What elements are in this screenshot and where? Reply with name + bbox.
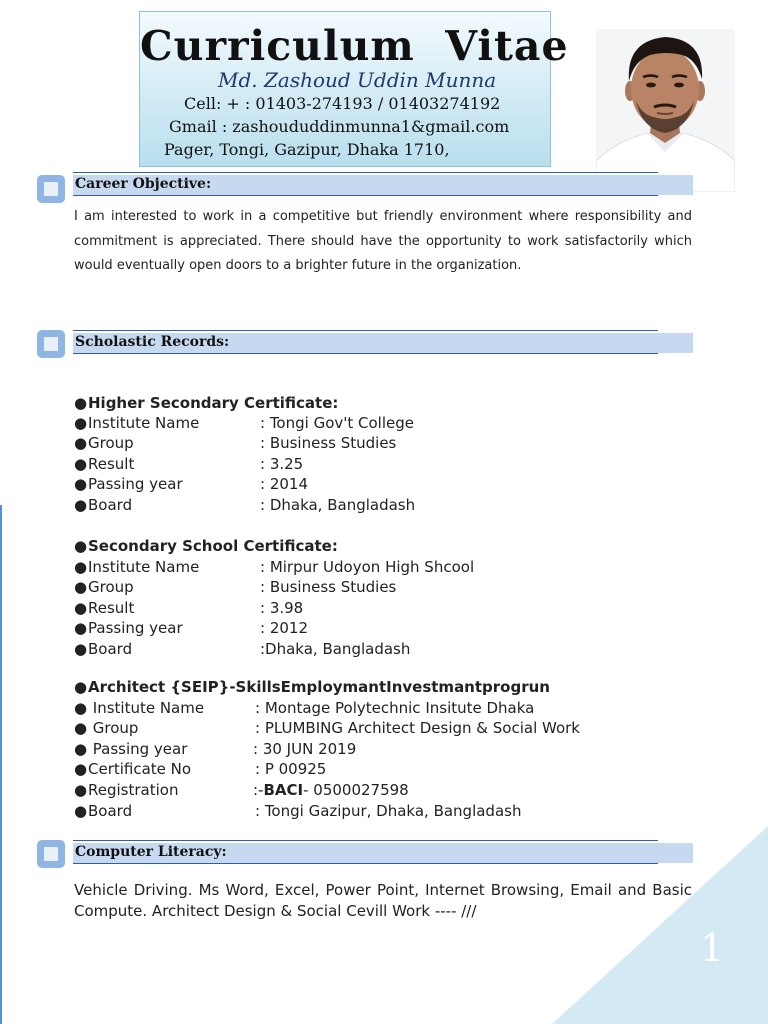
- list-item: ●Passing year : 2014: [74, 475, 308, 493]
- list-item: ●Institute Name : Mirpur Udoyon High Shcool: [74, 558, 475, 576]
- list-item: ●Certificate No : P 00925: [74, 760, 327, 778]
- left-margin-rule: [0, 505, 2, 1024]
- list-item: ●Registration :-BACI- 0500027598: [74, 781, 409, 799]
- list-item: ● Group : PLUMBING Architect Design & Social Work: [74, 719, 580, 737]
- section-marker-icon: [37, 840, 65, 868]
- list-item: ● Institute Name : Montage Polytechnic Insitute Dhaka: [74, 699, 535, 717]
- scholastic-records-header: [73, 333, 693, 353]
- header-box: [139, 11, 569, 167]
- page-number: 1: [700, 926, 725, 970]
- section-title: Career Objective:: [75, 176, 212, 192]
- list-item: ●Group : Business Studies: [74, 578, 397, 596]
- list-item: ●Board : Tongi Gazipur, Dhaka, Bangladash: [74, 802, 522, 820]
- cell-number: Cell: + : 01403-274193 / 01403274192: [184, 94, 501, 113]
- ssc-heading: ●Secondary School Certificate:: [74, 537, 338, 555]
- section-title: Scholastic Records:: [75, 334, 230, 350]
- candidate-name: Md. Zashoud Uddin Munna: [218, 68, 497, 92]
- hsc-heading: ●Higher Secondary Certificate:: [74, 394, 339, 412]
- list-item: ●Institute Name : Tongi Gov't College: [74, 414, 414, 432]
- list-item: ●Board : Dhaka, Bangladash: [74, 496, 416, 514]
- list-item: ● Passing year : 30 JUN 2019: [74, 740, 357, 758]
- section-title: Computer Literacy:: [75, 844, 227, 860]
- list-item: ●Group : Business Studies: [74, 434, 397, 452]
- section-marker-icon: [37, 330, 65, 358]
- list-item: ●Result : 3.25: [74, 455, 304, 473]
- list-item: ●Result : 3.98: [74, 599, 304, 617]
- career-objective-text: I am interested to work in a competitive but friendly environment where responsibility and commitment is appreciated. There should have the opportunity to work satisfactorily which would eventually open doors to a brighter future in the organization.: [74, 209, 692, 273]
- email-address: Gmail : zashoududdinmunna1&gmail.com: [169, 117, 510, 136]
- list-item: ●Board :Dhaka, Bangladash: [74, 640, 411, 658]
- profile-photo: [596, 29, 735, 192]
- computer-literacy-text: Vehicle Driving. Ms Word, Excel, Power Point, Internet Browsing, Email and Basic Compute. Architect Design & Social Cevill Work ---- ///: [74, 881, 692, 920]
- cv-title: Curriculum Vitae: [140, 22, 569, 70]
- list-item: ●Passing year : 2012: [74, 619, 308, 637]
- architect-heading: ●Architect {SEIP}-SkillsEmploymantInvestmantprogrun: [74, 678, 550, 696]
- computer-literacy-header: [73, 843, 693, 863]
- section-marker-icon: [37, 175, 65, 203]
- career-objective-header: [73, 175, 693, 195]
- postal-address: Pager, Tongi, Gazipur, Dhaka 1710,: [164, 140, 450, 159]
